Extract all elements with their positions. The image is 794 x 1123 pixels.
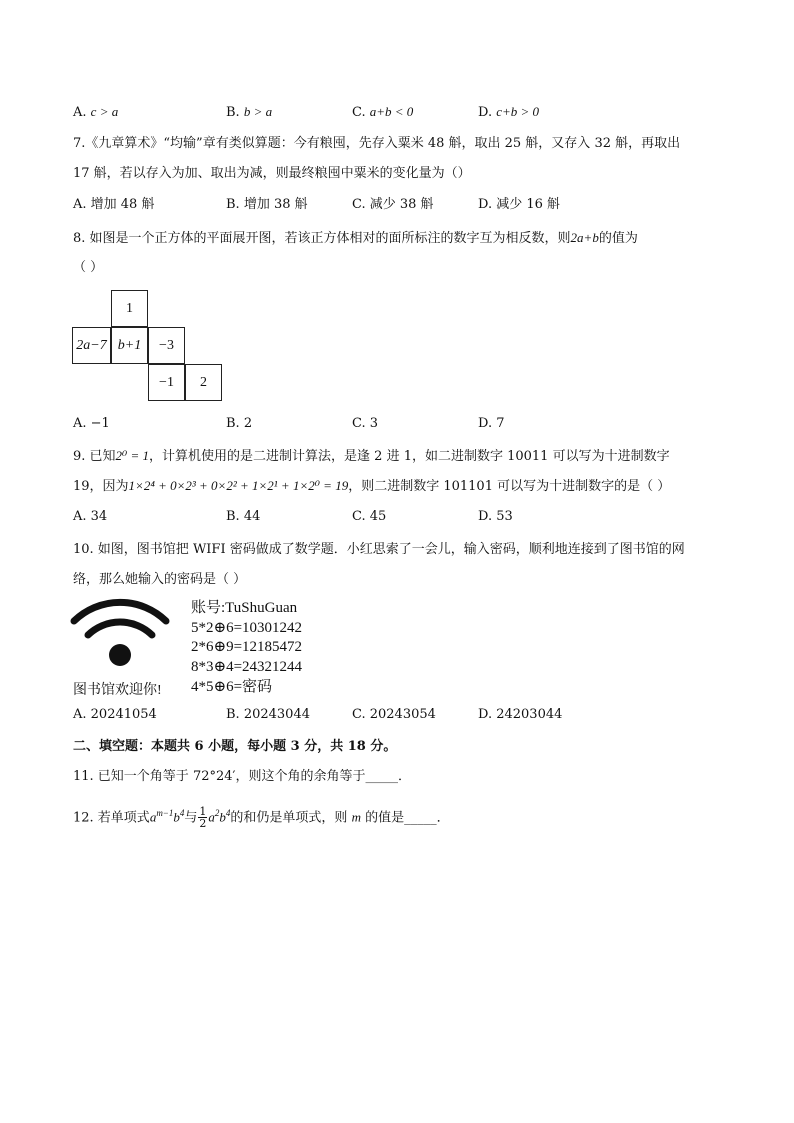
q10-option-a: A. 20241054 <box>73 707 157 722</box>
q7-option-b: B. 增加 38 斛 <box>226 197 308 212</box>
q9-option-b: B. 44 <box>226 509 261 524</box>
q6-option-c: C. a+b < 0 <box>352 104 414 120</box>
q8-option-b: B. 2 <box>226 416 253 431</box>
net-cell-left: 2a−7 <box>72 327 111 364</box>
net-cell-mid: b+1 <box>111 327 148 364</box>
q10-stem-line2: 络，那么她输入的密码是（ ） <box>73 572 247 587</box>
q9-option-c: C. 45 <box>352 509 387 524</box>
q9-stem-line1: 9. 已知2⁰ = 1，计算机使用的是二进制计算法，是逢 2 进 1，如二进制数字 10011 可以写为十进制数字 <box>73 448 670 464</box>
q8-option-a: A. −1 <box>73 416 110 431</box>
q11-stem: 11. 已知一个角等于 72°24′，则这个角的余角等于_____． <box>73 769 411 784</box>
q9-option-a: A. 34 <box>73 509 108 524</box>
section-title-fill-in: 二、填空题：本题共 6 小题，每小题 3 分，共 18 分。 <box>73 739 397 754</box>
q10-option-d: D. 24203044 <box>478 707 563 722</box>
q8-stem-line1: 8. 如图是一个正方体的平面展开图，若该正方体相对的面所标注的数字互为相反数，则2a+b的值为 <box>73 230 638 246</box>
wifi-equation-3: 8*3⊕4=24321244 <box>191 659 303 675</box>
q7-option-d: D. 减少 16 斛 <box>478 197 561 212</box>
wifi-equation-1: 5*2⊕6=10301242 <box>191 620 303 636</box>
q6-option-b: B. b > a <box>226 104 273 120</box>
q8-option-c: C. 3 <box>352 416 379 431</box>
q6-option-d: D. c+b > 0 <box>478 104 540 120</box>
wifi-welcome-text: 图书馆欢迎你! <box>73 683 162 698</box>
q10-option-b: B. 20243044 <box>226 707 310 722</box>
q10-option-c: C. 20243054 <box>352 707 436 722</box>
q8-stem-line2: （ ） <box>73 260 104 275</box>
q12-stem: 12. 若单项式$a^{m-1}b^4$与 $\frac{1}{2}$ $a^2b^4$的和仍是单项式，则 m 的值是_____． <box>73 805 450 831</box>
q6-option-a: A. c > a <box>73 104 119 120</box>
q9-option-d: D. 53 <box>478 509 513 524</box>
net-cell-bottom-right: 2 <box>185 364 222 401</box>
q9-stem-line2: 19，因为1×2⁴ + 0×2³ + 0×2² + 1×2¹ + 1×2⁰ = 19，则二进制数字 101101 可以写为十进制数字的是（ ） <box>73 478 671 494</box>
q7-stem-line2: 17 斛，若以存入为加、取出为减，则最终粮囤中粟米的变化量为（） <box>73 166 471 181</box>
q7-option-a: A. 增加 48 斛 <box>73 197 155 212</box>
wifi-equation-4: 4*5⊕6=密码 <box>191 679 273 695</box>
q10-stem-line1: 10. 如图，图书馆把 WIFI 密码做成了数学题．小红思索了一会儿，输入密码，顺利地连接到了图书馆的网 <box>73 542 685 557</box>
wifi-equation-2: 2*6⊕9=12185472 <box>191 639 303 655</box>
q7-option-c: C. 减少 38 斛 <box>352 197 434 212</box>
fraction-one-half: $\frac{1}{2}$ <box>199 805 207 831</box>
net-cell-top: 1 <box>111 290 148 327</box>
q8-option-d: D. 7 <box>478 416 505 431</box>
wifi-icon <box>70 595 170 670</box>
net-cell-bottom-left: −1 <box>148 364 185 401</box>
wifi-account: 账号:TuShuGuan <box>191 600 298 616</box>
net-cell-right: −3 <box>148 327 185 364</box>
q7-stem-line1: 7.《九章算术》“均输”章有类似算题：今有粮囤，先存入粟米 48 斛，取出 25 斛，又存入 32 斛，再取出 <box>73 136 681 151</box>
